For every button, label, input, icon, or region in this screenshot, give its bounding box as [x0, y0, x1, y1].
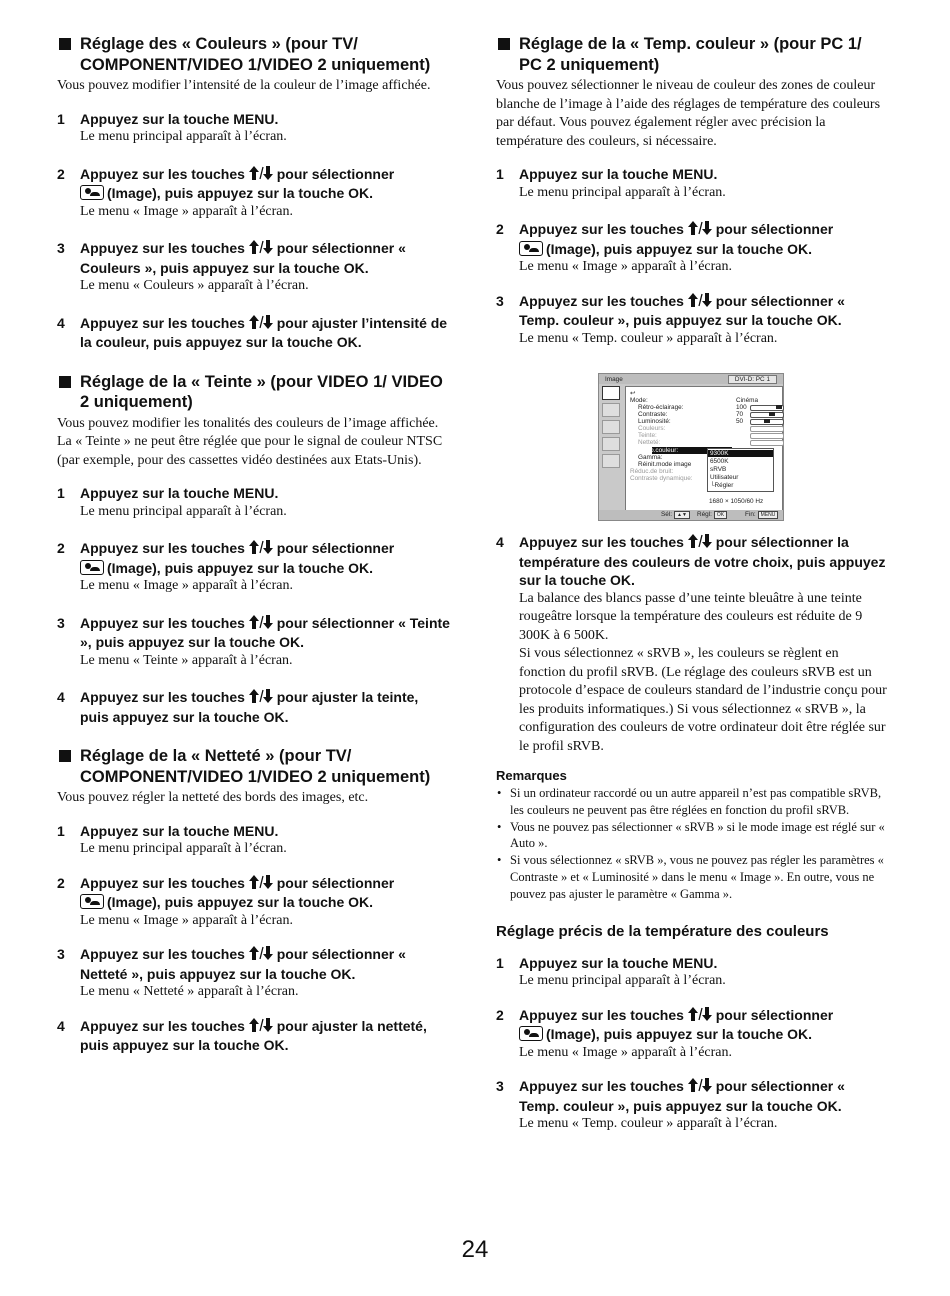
- section-couleurs: [57, 34, 450, 352]
- osd-gamma-label: Gamma:: [638, 454, 663, 461]
- step-2: 2 Appuyez sur les touches pour sélectionner (Image), puis appuyez sur la touche OK. Le menu « Image » apparaît à l’écran.: [57, 165, 395, 219]
- up-down-arrows-icon: [249, 540, 273, 559]
- note-item: • Vous ne pouvez pas sélectionner « sRVB » si le mode image est réglé sur « Auto ».: [496, 819, 888, 853]
- screen-menu-icon: [602, 420, 620, 434]
- step-1: 1 Appuyez sur la touche MENU. Le menu principal apparaît à l’écran.: [496, 954, 726, 989]
- image-menu-icon: [80, 185, 104, 200]
- osd-nettete-slider: [750, 440, 784, 446]
- osd-footer: [599, 510, 783, 520]
- back-icon: ↩: [630, 390, 636, 397]
- up-down-arrows-icon: [249, 875, 273, 894]
- note-item: • Si un ordinateur raccordé ou un autre appareil n’est pas compatible sRVB, les couleurs ne peuvent pas être réglées en fonction du profil sRVB.: [496, 785, 888, 819]
- up-down-arrows-icon: [249, 315, 273, 334]
- steps-list: [57, 484, 450, 726]
- section-heading: Réglage de la « Netteté » (pour TV/ COMPONENT/VIDEO 1/VIDEO 2 uniquement): [57, 746, 450, 787]
- step-1: 1 Appuyez sur la touche MENU. Le menu principal apparaît à l’écran.: [57, 822, 287, 856]
- osd-teinte-slider: [750, 433, 784, 439]
- subsection-heading: Réglage précis de la température des couleurs: [496, 922, 829, 940]
- osd-footer-sel: Sél:: [661, 511, 673, 518]
- up-down-arrows-icon: [688, 221, 712, 240]
- section-heading: Réglage des « Couleurs » (pour TV/ COMPONENT/VIDEO 1/VIDEO 2 uniquement): [57, 34, 450, 75]
- pip-menu-icon: [602, 437, 620, 451]
- step-2: 2 Appuyez sur les touches pour sélectionner (Image), puis appuyez sur la touche OK. Le menu « Image » apparaît à l’écran.: [496, 221, 834, 274]
- osd-retro-label: Rétro-éclairage:: [638, 404, 684, 411]
- up-down-arrows-icon: [688, 1007, 712, 1026]
- up-down-arrows-icon: [249, 615, 273, 634]
- up-down-arrows-icon: [249, 1018, 273, 1037]
- osd-temp-label: Temp.couleur:: [638, 447, 679, 454]
- step-2: 2 Appuyez sur les touches pour sélectionner (Image), puis appuyez sur la touche OK. Le menu « Image » apparaît à l’écran.: [57, 540, 395, 593]
- section-nettete: [57, 746, 450, 1055]
- osd-title: Image: [605, 376, 623, 383]
- left-column: [57, 34, 450, 1055]
- section-teinte: [57, 372, 450, 727]
- image-menu-icon: [80, 560, 104, 575]
- step-3: 3 Appuyez sur les touches pour sélectionner « Temp. couleur », puis appuyez sur la touche OK. Le menu « Temp. couleur » apparaît à l’écran.: [496, 1078, 845, 1132]
- setup-menu-icon: [602, 454, 620, 468]
- osd-option: 9300K: [708, 450, 773, 457]
- section-reglage-precis: [496, 923, 888, 1134]
- step-1: 1 Appuyez sur la touche MENU. Le menu principal apparaît à l’écran.: [57, 110, 287, 144]
- osd-menu-figure: [598, 373, 784, 521]
- osd-option: sRVB: [710, 466, 727, 473]
- osd-retro-slider: [750, 405, 784, 411]
- step-1: 1 Appuyez sur la touche MENU. Le menu principal apparaît à l’écran.: [496, 166, 726, 200]
- section-intro: Vous pouvez modifier l’intensité de la couleur de l’image affichée.: [57, 78, 431, 93]
- osd-reduc-label: Réduc.de bruit:: [630, 468, 674, 475]
- menu-button-icon: MENU: [758, 511, 779, 519]
- osd-lum-label: Luminosité:: [638, 418, 671, 425]
- image-menu-icon: [602, 386, 620, 400]
- steps-list: [57, 110, 450, 352]
- osd-retro-value: 100: [736, 404, 747, 411]
- notes-title: Remarques: [496, 768, 567, 783]
- steps-list: [57, 822, 450, 1055]
- section-intro: Vous pouvez régler la netteté des bords des images, etc.: [57, 790, 369, 805]
- up-down-arrows-icon: [249, 946, 273, 965]
- osd-mode-value: Cinéma: [736, 397, 759, 404]
- step-3: 3 Appuyez sur les touches pour sélectionner « Couleurs », puis appuyez sur la touche OK. Le menu « Couleurs » apparaît à l’écran.: [57, 240, 406, 293]
- sound-menu-icon: [602, 403, 620, 417]
- osd-contraste-slider: [750, 412, 784, 418]
- step-3: 3 Appuyez sur les touches pour sélectionner « Temp. couleur », puis appuyez sur la touche OK. Le menu « Temp. couleur » apparaît à l’écran.: [496, 292, 845, 346]
- section-intro: Vous pouvez modifier les tonalités des couleurs de l’image affichée. La « Teinte » ne peut être réglée que pour le signal de couleur NTSC (par exemple, pour des cassettes vidéo destinées aux Etats-Unis).: [57, 415, 443, 468]
- osd-option: Utilisateur: [710, 474, 739, 481]
- osd-option: └Régler: [710, 482, 734, 489]
- osd-title-bar: [599, 374, 783, 384]
- section-heading: Réglage de la « Temp. couleur » (pour PC 1/ PC 2 uniquement): [496, 34, 888, 75]
- osd-couleurs-slider: [750, 426, 784, 432]
- osd-footer-regl: Régl:: [697, 511, 712, 518]
- step-3: 3 Appuyez sur les touches pour sélectionner « Netteté », puis appuyez sur la touche OK. Le menu « Netteté » apparaît à l’écran.: [57, 946, 406, 999]
- step-2: 2 Appuyez sur les touches pour sélectionner (Image), puis appuyez sur la touche OK. Le menu « Image » apparaît à l’écran.: [57, 874, 395, 928]
- osd-teinte-label: Teinte:: [638, 432, 657, 439]
- osd-icon-column: [601, 386, 623, 471]
- step-1: 1 Appuyez sur la touche MENU. Le menu principal apparaît à l’écran.: [57, 485, 287, 519]
- right-column: [496, 34, 888, 1134]
- step-4: 4 Appuyez sur les touches pour ajuster la teinte, puis appuyez sur la touche OK.: [57, 689, 419, 725]
- up-down-button-icon: ▲▼: [674, 511, 690, 519]
- section-heading: Réglage de la « Teinte » (pour VIDEO 1/ VIDEO 2 uniquement): [57, 372, 450, 413]
- osd-footer-fin: Fin:: [745, 511, 756, 518]
- image-menu-icon: [519, 1026, 543, 1041]
- osd-signal: DVI-D: PC 1: [728, 375, 777, 384]
- osd-couleurs-label: Couleurs:: [638, 425, 666, 432]
- osd-contraste-label: Contraste:: [638, 411, 668, 418]
- note-item: • Si vous sélectionnez « sRVB », vous ne pouvez pas régler les paramètres « Contraste » et « Luminosité » dans le menu « Image ». En outre, vous ne pouvez pas ajuster le paramètre « Gamma ».: [496, 852, 888, 902]
- up-down-arrows-icon: [249, 166, 273, 185]
- osd-lum-slider: [750, 419, 784, 425]
- osd-nettete-label: Netteté:: [638, 439, 661, 446]
- osd-resolution: 1680 × 1050/60 Hz: [709, 498, 764, 505]
- up-down-arrows-icon: [249, 240, 273, 259]
- step-2: 2 Appuyez sur les touches pour sélectionner (Image), puis appuyez sur la touche OK. Le menu « Image » apparaît à l’écran.: [496, 1006, 834, 1060]
- up-down-arrows-icon: [688, 1078, 712, 1097]
- image-menu-icon: [519, 241, 543, 256]
- steps-list: [496, 954, 888, 1134]
- osd-temp-dropdown: [707, 448, 774, 492]
- osd-contrdyn-label: Contraste dynamique:: [630, 475, 693, 482]
- osd-reinit-label: Réinit.mode image: [638, 461, 692, 468]
- image-menu-icon: [80, 894, 104, 909]
- up-down-arrows-icon: [688, 534, 712, 553]
- step-4: 4 Appuyez sur les touches pour ajuster l’intensité de la couleur, puis appuyez sur la touche OK.: [57, 314, 448, 350]
- osd-contraste-value: 70: [736, 411, 744, 418]
- step-4: 4 Appuyez sur les touches pour sélectionner la température des couleurs de votre choix, puis appuyez sur la touche OK. La balance des blancs passe d’une teinte bleuâtre à une teinte rougeâtre lorsque la température des couleurs est réduite de 9 300K à 6 500K. Si vous sélectionnez « sRVB », les couleurs se règlent en fonction du profil sRVB. (Le réglage des couleurs sRVB est un protocole d’espace de couleurs standard de l’industrie conçu pour les produits informatiques.) Si vous sélectionnez « sRVB », la configuration des couleurs de votre ordinateur doit être réglée sur le profil sRVB.: [496, 534, 887, 754]
- up-down-arrows-icon: [688, 293, 712, 312]
- step-3: 3 Appuyez sur les touches pour sélectionner « Teinte », puis appuyez sur la touche OK. Le menu « Teinte » apparaît à l’écran.: [57, 614, 450, 668]
- page-number: 24: [461, 1236, 489, 1263]
- notes-list: [496, 785, 888, 903]
- ok-button-icon: OK: [714, 511, 727, 519]
- osd-option: 6500K: [710, 458, 729, 465]
- osd-lum-value: 50: [736, 418, 744, 425]
- section-intro: Vous pouvez sélectionner le niveau de couleur des zones de couleur blanche de l’image à l’aide des réglages de température des couleurs par défaut. Vous pouvez également régler avec précision la température des couleurs, si nécessaire.: [496, 78, 881, 149]
- step-4: 4 Appuyez sur les touches pour ajuster la netteté, puis appuyez sur la touche OK.: [57, 1017, 427, 1053]
- osd-mode-label: Mode:: [630, 397, 648, 404]
- up-down-arrows-icon: [249, 689, 273, 708]
